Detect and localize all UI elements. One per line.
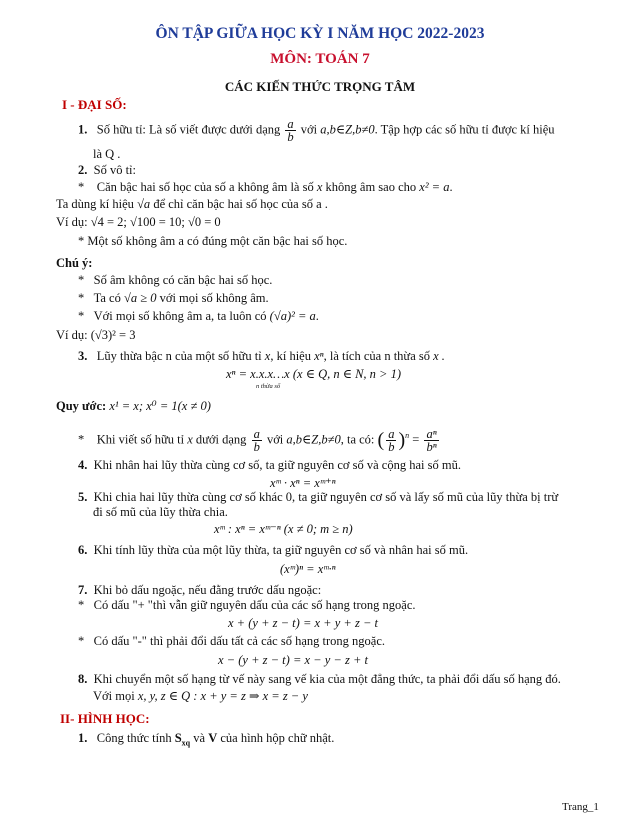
note-1 (78, 273, 272, 288)
item-text: Số hữu tỉ: Là số viết được dưới dạng (96, 122, 281, 137)
math-var: x . (433, 349, 445, 363)
item-text: của hình hộp chữ nhật. (220, 731, 335, 745)
math-expression: a,b∈Z,b≠0 (320, 122, 375, 137)
item-8-rule (93, 689, 308, 704)
item-4 (78, 458, 461, 473)
math-symbol: V (208, 731, 218, 745)
example-label: Ví dụ: (56, 215, 88, 229)
item-text: Với mọi số không âm a, ta luôn có (93, 309, 267, 323)
item-text: Khi nhân hai lũy thừa cùng cơ số, ta giữ nguyên cơ số và cộng hai số mũ. (93, 458, 461, 472)
bullet-star: * (78, 309, 85, 323)
item-text: Có dấu "+ "thì vẫn giữ nguyên dấu của các số hạng trong ngoặc. (93, 598, 416, 612)
item-text: là Q . (93, 147, 121, 161)
item-8 (78, 672, 561, 687)
bullet-star: * (78, 273, 85, 287)
math-expression: x¹ = x; x⁰ = 1(x ≠ 0) (109, 399, 211, 413)
numerator: aⁿ (426, 427, 437, 441)
item-text: để chỉ căn bậc hai số học của số a . (153, 197, 328, 211)
page-number: Trang_1 (562, 801, 599, 813)
item-text: Ta dùng kí hiệu (56, 197, 134, 211)
denominator: bⁿ (426, 440, 437, 454)
subject-title: MÔN: TOÁN 7 (270, 51, 370, 67)
item-6 (78, 543, 468, 558)
math-expression: a,b∈Z,b≠0 (286, 432, 341, 447)
item-text: Khi bỏ dấu ngoặc, nếu đằng trước dấu ngoặc: (93, 583, 322, 597)
denominator: b (253, 440, 260, 454)
item-text: Khi chia hai lũy thừa cùng cơ số khác 0, ta giữ nguyên cơ số và lấy số mũ của lũy thừa bị trừ (93, 490, 559, 504)
item-text: dưới dạng (195, 432, 247, 447)
item-number: 5. (78, 490, 88, 504)
item-2-bullet (78, 180, 453, 195)
numerator: a (287, 117, 294, 131)
fraction (285, 118, 295, 143)
bullet-star: * (78, 432, 85, 447)
fraction (386, 428, 396, 453)
numerator: a (253, 427, 260, 441)
section-subtitle: CÁC KIẾN THỨC TRỌNG TÂM (224, 79, 416, 94)
math-expression: x, y, z ∈ Q : x + y = z ⇒ x = z − y (137, 689, 308, 703)
item-text: , ta có: (340, 432, 375, 447)
note-label: Chú ý: (56, 256, 93, 270)
item-2-notation (56, 197, 328, 212)
formula-plus-bracket: x + (y + z − t) = x + y + z − t (228, 616, 378, 630)
item-7-minus (78, 634, 385, 649)
math-expression: (√a)² = a (269, 309, 316, 323)
item-number: 6. (78, 543, 88, 557)
example-label: Ví dụ: (56, 328, 88, 342)
item-1 (78, 118, 555, 143)
item-text: Công thức tính (96, 731, 172, 745)
item-text: Lũy thừa bậc n của một số hữu tỉ (96, 349, 262, 363)
item-text: , là tích của n thừa số (323, 349, 430, 363)
note-3 (78, 309, 319, 324)
item-text: Có dấu "-" thì phải đổi dấu tất cả các số hạng trong ngoặc. (93, 634, 385, 648)
formula-power: xⁿ = x.x.x…x (x ∈ Q, n ∈ N, n > 1) (226, 367, 402, 381)
formula-minus-bracket: x − (y + z − t) = x − y − z + t (218, 653, 368, 667)
formula-multiply: xᵐ · xⁿ = xᵐ⁺ⁿ (270, 476, 336, 490)
math-expression: √a ≥ 0 (123, 291, 157, 305)
formula-power-of-power: (xᵐ)ⁿ = xᵐ·ⁿ (280, 562, 336, 576)
item-text: . (315, 309, 319, 323)
item-text: Số âm không có căn bậc hai số học. (93, 273, 273, 287)
item-7 (78, 583, 321, 598)
math-symbol: S (174, 731, 182, 745)
item-text: với (300, 122, 318, 137)
bullet-star: * (78, 634, 85, 648)
heading-geometry: II- HÌNH HỌC: (60, 711, 150, 726)
document-title: ÔN TẬP GIỮA HỌC KỲ I NĂM HỌC 2022-2023 (155, 25, 485, 42)
item-number: 4. (78, 458, 88, 472)
item-number: 1. (78, 731, 88, 745)
math-expression: xⁿ (314, 349, 324, 363)
item-number: 7. (78, 583, 88, 597)
item-text: Ta có (93, 291, 121, 305)
item-2 (78, 163, 136, 178)
item-number: 8. (78, 672, 88, 686)
convention-fraction: * Khi viết số hữu tỉ x dưới dạng $\frac{a}{b}$ với a,b∈Z,b≠0, ta có: ( $\frac{a}{b}$ )$^n$ = $\frac{\text{aⁿ}}{\text{bⁿ}}$ (78, 427, 437, 454)
item-text: . (449, 180, 453, 194)
item-text: với (266, 432, 284, 447)
math-expression: √4 = 2; √100 = 10; √0 = 0 (90, 215, 221, 229)
convention (56, 399, 211, 414)
denominator: b (388, 440, 395, 454)
fraction (252, 428, 262, 453)
math-subscript: xq (181, 738, 191, 748)
item-text: * Một số không âm a có đúng một căn bậc hai số học. (78, 234, 348, 248)
item-text: Khi viết số hữu tỉ (96, 432, 185, 447)
item-3 (78, 349, 445, 364)
item-number: 3. (78, 349, 88, 363)
item-7-plus (78, 598, 416, 613)
item-text: Số vô tỉ: (93, 163, 136, 177)
math-expression: (√3)² = 3 (90, 328, 136, 342)
fraction (424, 428, 438, 453)
item-number: 1. (78, 122, 88, 137)
heading-algebra: I - ĐẠI SỐ: (62, 97, 127, 112)
math-var: x (264, 349, 271, 363)
item-text: Với mọi (93, 689, 135, 703)
note-2 (78, 291, 269, 306)
math-var: x (316, 180, 323, 194)
item-number: 2. (78, 163, 88, 177)
item-text: đi số mũ của lũy thừa chia. (93, 505, 228, 519)
geometry-item-1 (78, 731, 334, 746)
formula-divide: xᵐ : xⁿ = xᵐ⁻ⁿ (x ≠ 0; m ≥ n) (214, 522, 353, 536)
item-text: và (193, 731, 206, 745)
convention-label: Quy ước: (56, 399, 107, 413)
item-text: . Tập hợp các số hữu tỉ được kí hiệu (374, 122, 555, 137)
denominator: b (287, 130, 294, 144)
bullet-star: * (78, 291, 85, 305)
math-expression: x² = a (419, 180, 450, 194)
item-text: Khi chuyển một số hạng từ vế này sang vế kia của một đẳng thức, ta phải đổi dấu số hạng đó. (93, 672, 561, 686)
math-expression: √a (137, 197, 151, 211)
item-2-example (56, 215, 221, 230)
item-text: Căn bậc hai số học của số a không âm là số (96, 180, 314, 194)
item-text: không âm sao cho (325, 180, 417, 194)
item-text: với mọi số không âm. (159, 291, 269, 305)
note-example (56, 328, 135, 343)
item-5 (78, 490, 558, 505)
item-text: , kí hiệu (270, 349, 311, 363)
formula-underbrace-label: n thừa số (256, 383, 281, 390)
bullet-star: * (78, 180, 85, 194)
bullet-star: * (78, 598, 85, 612)
numerator: a (388, 427, 395, 441)
item-text: Khi tính lũy thừa của một lũy thừa, ta giữ nguyên cơ số và nhân hai số mũ. (93, 543, 469, 557)
math-var: x (187, 432, 193, 447)
